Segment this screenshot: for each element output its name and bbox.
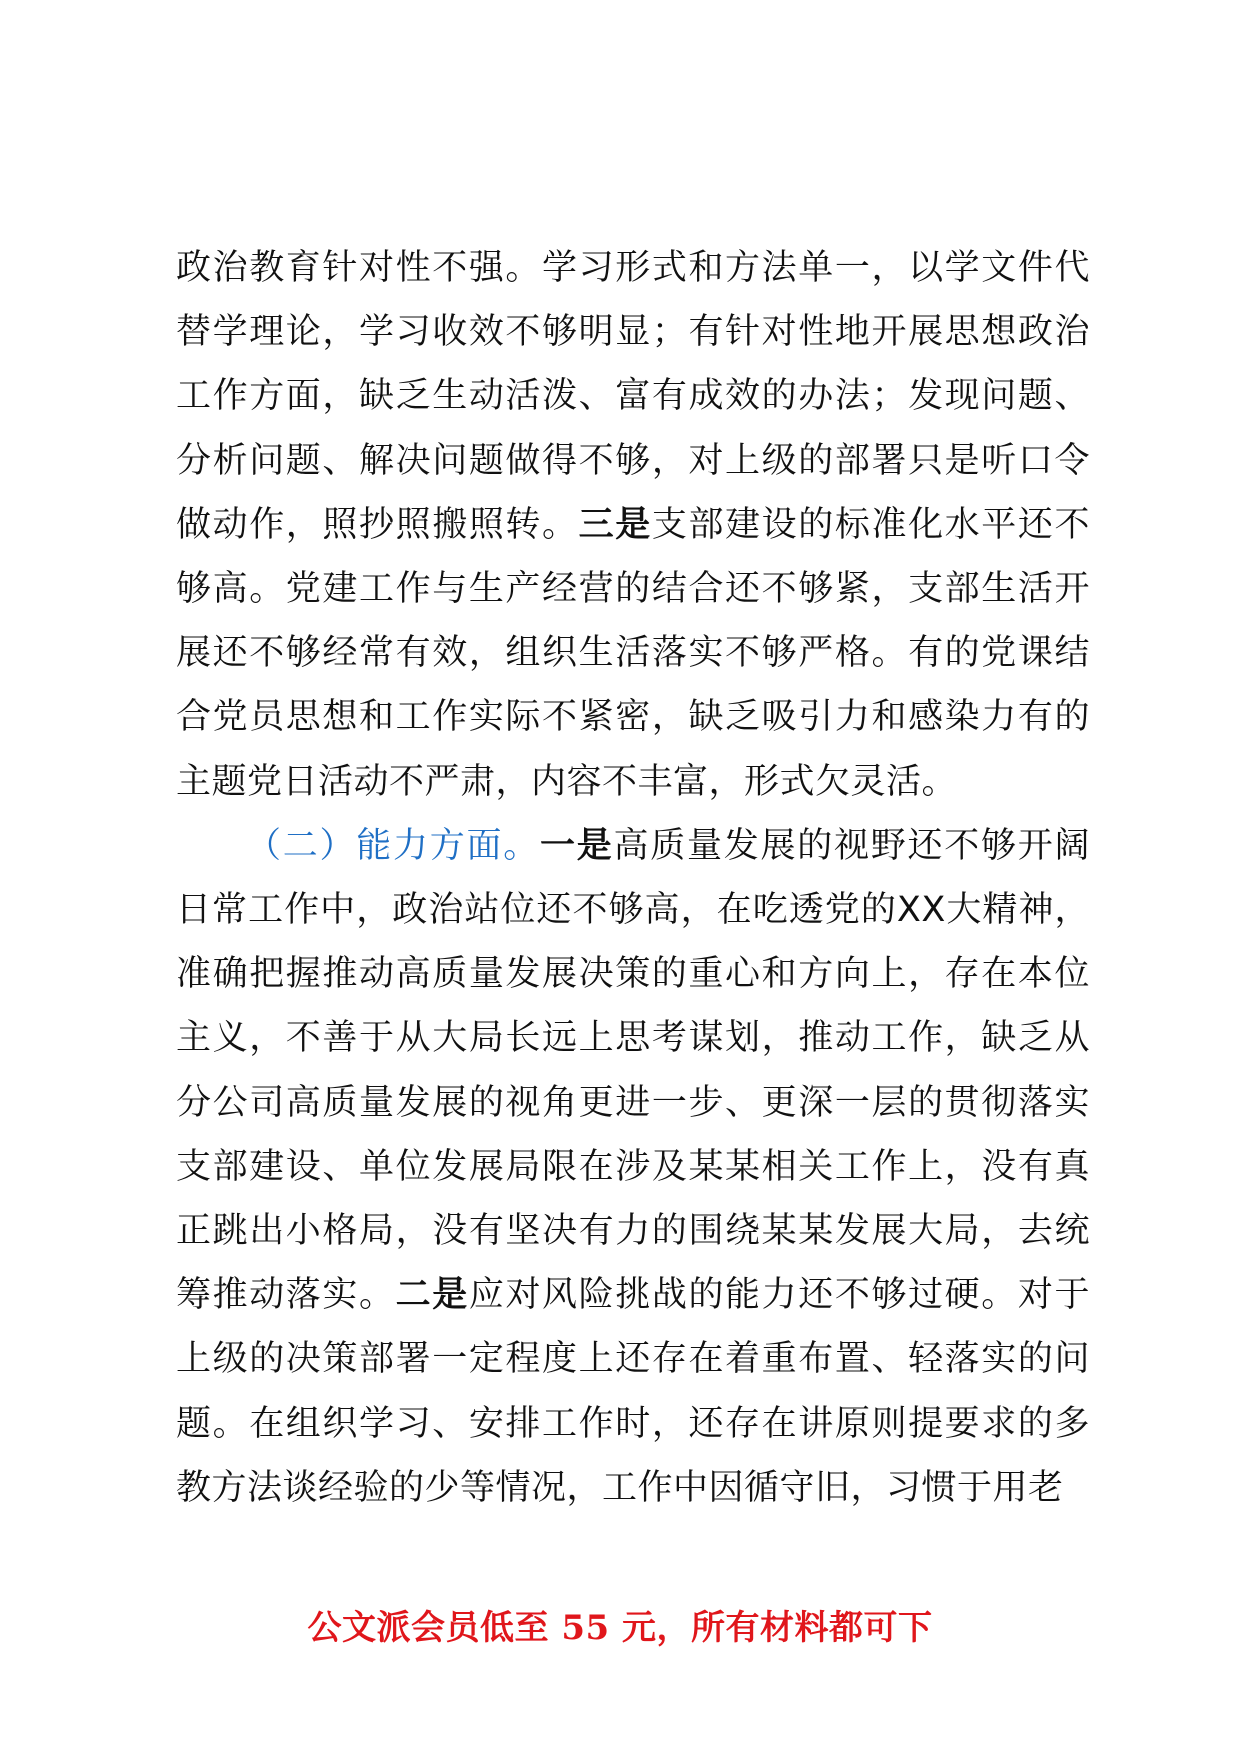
bold-marker: 三是 (578, 504, 652, 545)
paragraph-text: 支部建设的标准化水平还不够高。党建工作与生产经营的结合还不够紧，支部生活开展还不够经常有效，组织生活落实不够严格。有的党课结合党员思想和工作实际不紧密，缺乏吸引力和感染力有的主题党日活动不严肃，内容不丰富，形式欠灵活。 (176, 504, 1090, 802)
section-heading: （二）能力方面。 (246, 825, 540, 866)
paragraph-text: 政治教育针对性不强。学习形式和方法单一，以学文件代替学理论，学习收效不够明显；有针对性地开展思想政治工作方面，缺乏生动活泼、富有成效的办法；发现问题、分析问题、解决问题做得不够，对上级的部署只是听口令做动作，照抄照搬照转。 (176, 248, 1090, 545)
paragraph-ability (176, 814, 1090, 1520)
bold-marker: 一是 (539, 825, 614, 866)
paragraph-text: 应对风险挑战的能力还不够过硬。对于上级的决策部署一定程度上还存在着重布置、轻落实的问题。在组织学习、安排工作时，还存在讲原则提要求的多教方法谈经验的少等情况，工作中因循守旧，习惯于用老 (176, 1275, 1090, 1508)
bold-marker: 二是 (395, 1275, 469, 1316)
paragraph-continued (176, 236, 1090, 814)
document-body (176, 236, 1090, 1520)
promo-banner: 公文派会员低至 55 元，所有材料都可下 (307, 1608, 933, 1648)
paragraph-text: 高质量发展的视野还不够开阔日常工作中，政治站位还不够高，在吃透党的XX大精神，准确把握推动高质量发展决策的重心和方向上，存在本位主义，不善于从大局长远上思考谋划，推动工作，缺乏从分公司高质量发展的视角更进一步、更深一层的贯彻落实支部建设、单位发展局限在涉及某某相关工作上，没有真正跳出小格局，没有坚决有力的围绕某某发展大局，去统筹推动落实。 (176, 825, 1090, 1316)
